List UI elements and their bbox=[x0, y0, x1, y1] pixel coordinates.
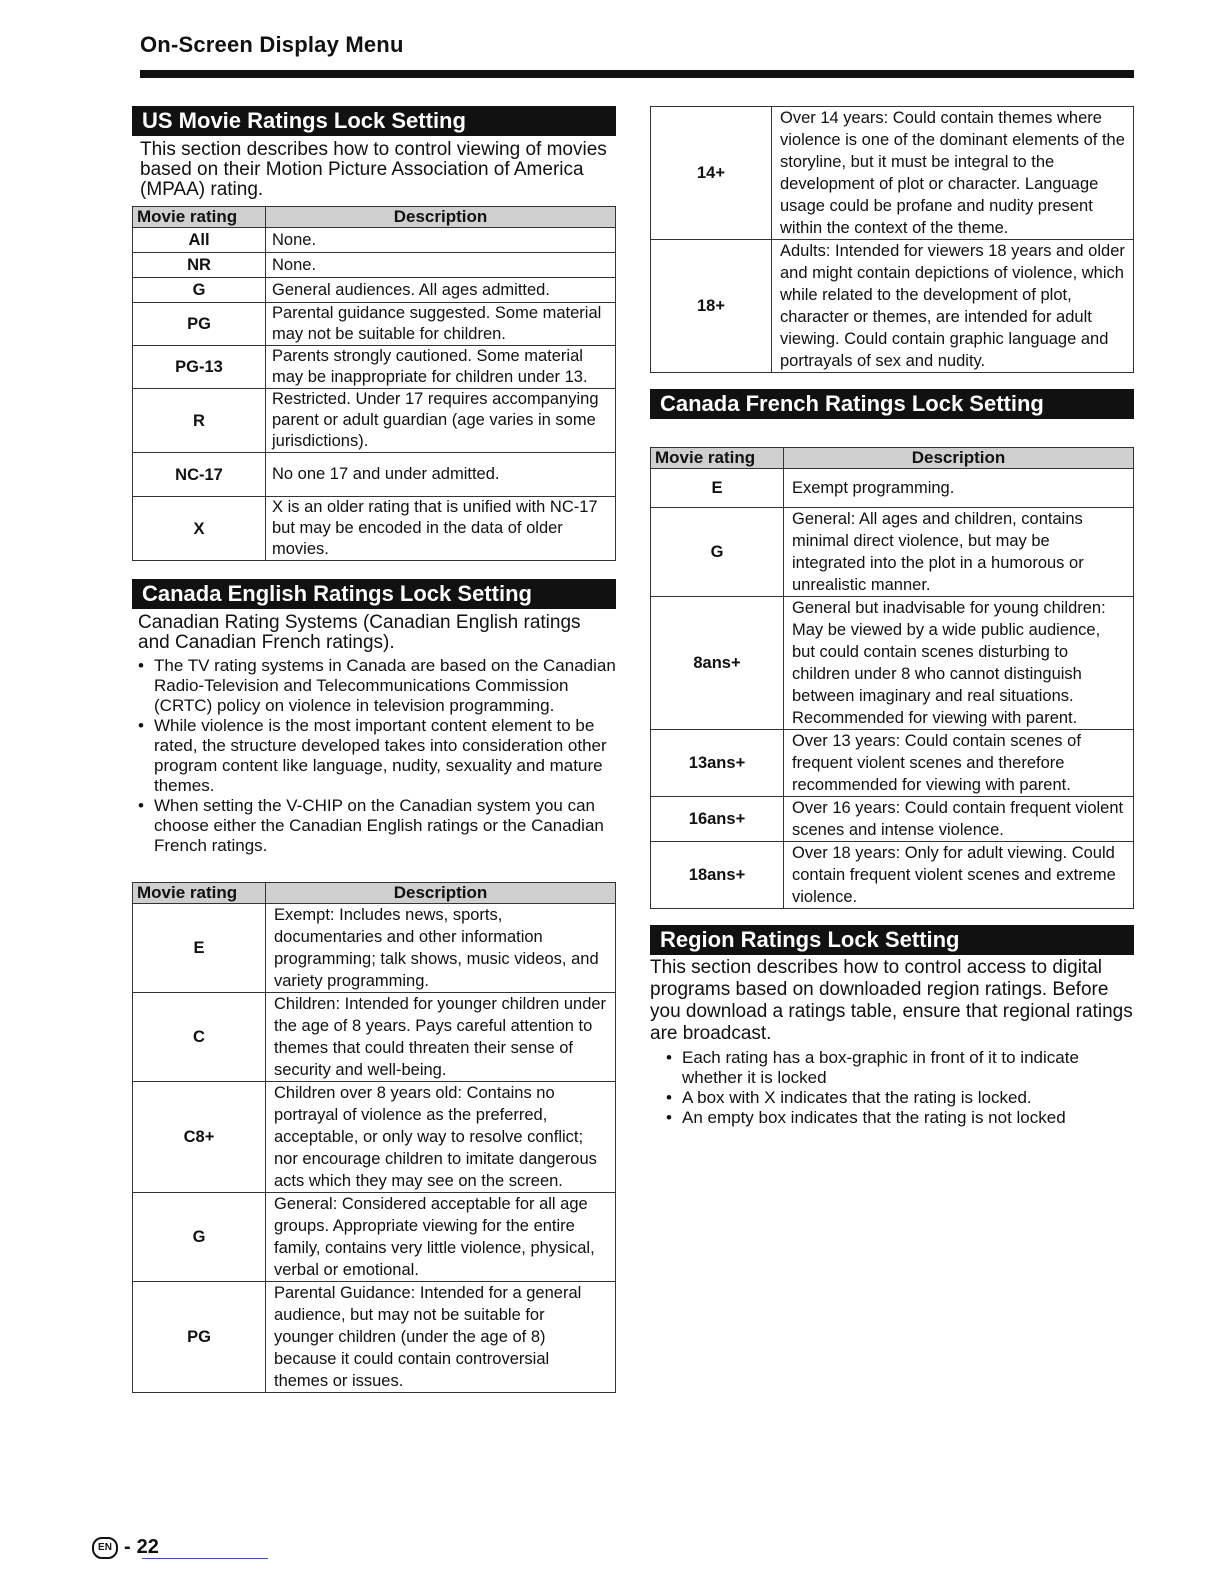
table-header-row bbox=[133, 883, 616, 904]
description-cell: Adults: Intended for viewers 18 years and older and might contain depictions of violence, which while related to the development of plot, character or themes, are intended for adult viewing. Could contain graphic language and portrayals of sex and nudity. bbox=[772, 240, 1134, 373]
table-row bbox=[133, 253, 616, 278]
description-cell: Parental Guidance: Intended for a general audience, but may not be suitable for younger children (under the age of 8) because it could contain controversial themes or issues. bbox=[266, 1282, 616, 1393]
column-header-rating: Movie rating bbox=[651, 448, 784, 469]
description-cell: Over 14 years: Could contain themes where violence is one of the dominant elements of the storyline, but it must be integral to the development of plot or character. Language usage could be profane and nudity present within the context of the theme. bbox=[772, 107, 1134, 240]
right-column bbox=[650, 106, 1134, 1128]
description-cell: General but inadvisable for young children: May be viewed by a wide public audience, but could contain scenes disturbing to children under 8 who cannot distinguish between imaginary and real situations. Recommended for viewing with parent. bbox=[784, 597, 1134, 730]
page-footer bbox=[92, 1536, 159, 1559]
table-row bbox=[651, 469, 1134, 508]
footer-separator: - bbox=[124, 1536, 131, 1558]
description-cell: Over 16 years: Could contain frequent violent scenes and intense violence. bbox=[784, 797, 1134, 842]
table-row bbox=[651, 730, 1134, 797]
table-row bbox=[133, 228, 616, 253]
description-cell: None. bbox=[266, 228, 616, 253]
canada-english-intro: Canadian Rating Systems (Canadian English ratings and Canadian French ratings). bbox=[138, 612, 581, 653]
us-section-intro: This section describes how to control viewing of movies based on their Motion Picture Association of America (MPAA) rating. bbox=[140, 139, 607, 200]
table-row bbox=[133, 1082, 616, 1193]
rating-cell: E bbox=[133, 904, 266, 993]
canada-english-section-heading: Canada English Ratings Lock Setting bbox=[132, 579, 616, 609]
description-cell: Over 13 years: Could contain scenes of frequent violent scenes and therefore recommended for viewing with parent. bbox=[784, 730, 1134, 797]
table-header-row bbox=[651, 448, 1134, 469]
canada-french-section-heading: Canada French Ratings Lock Setting bbox=[650, 389, 1134, 419]
table-header-row bbox=[133, 207, 616, 228]
rating-cell: C8+ bbox=[133, 1082, 266, 1193]
region-section-heading: Region Ratings Lock Setting bbox=[650, 925, 1134, 955]
column-header-description: Description bbox=[266, 883, 616, 904]
table-row bbox=[651, 240, 1134, 373]
us-section-heading: US Movie Ratings Lock Setting bbox=[132, 106, 616, 136]
description-cell: No one 17 and under admitted. bbox=[266, 453, 616, 497]
title-divider bbox=[140, 70, 1134, 78]
description-cell: General audiences. All ages admitted. bbox=[266, 278, 616, 303]
table-row bbox=[133, 303, 616, 346]
rating-cell: G bbox=[651, 508, 784, 597]
table-row bbox=[133, 1282, 616, 1393]
region-bullets bbox=[650, 1048, 1134, 1128]
list-item: • When setting the V-CHIP on the Canadian system you can choose either the Canadian English ratings or the Canadian French ratings. bbox=[154, 796, 616, 856]
table-row bbox=[133, 389, 616, 453]
list-item: • While violence is the most important content element to be rated, the structure developed takes into consideration other program content like language, nudity, sexuality and mature themes. bbox=[154, 716, 616, 796]
column-header-rating: Movie rating bbox=[133, 207, 266, 228]
table-row bbox=[133, 346, 616, 389]
table-row bbox=[651, 842, 1134, 909]
list-item: • Each rating has a box-graphic in front of it to indicate whether it is locked bbox=[682, 1048, 1134, 1088]
description-cell: Over 18 years: Only for adult viewing. Could contain frequent violent scenes and extreme violence. bbox=[784, 842, 1134, 909]
list-item: • An empty box indicates that the rating is not locked bbox=[682, 1108, 1134, 1128]
description-cell: Parents strongly cautioned. Some material may be inappropriate for children under 13. bbox=[266, 346, 616, 389]
rating-cell: C bbox=[133, 993, 266, 1082]
description-cell: Exempt: Includes news, sports, documentaries and other information programming; talk shows, music videos, and variety programming. bbox=[266, 904, 616, 993]
description-cell: Restricted. Under 17 requires accompanying parent or adult guardian (age varies in some jurisdictions). bbox=[266, 389, 616, 453]
table-row bbox=[651, 597, 1134, 730]
canada-english-ratings-table bbox=[132, 882, 616, 1393]
table-row bbox=[133, 904, 616, 993]
footer-divider bbox=[142, 1558, 268, 1559]
table-row bbox=[651, 107, 1134, 240]
list-item: • The TV rating systems in Canada are based on the Canadian Radio-Television and Telecommunications Commission (CRTC) policy on violence in television programming. bbox=[154, 656, 616, 716]
rating-cell: G bbox=[133, 1193, 266, 1282]
page-title: On-Screen Display Menu bbox=[140, 32, 404, 57]
rating-cell: 18+ bbox=[651, 240, 772, 373]
description-cell: None. bbox=[266, 253, 616, 278]
rating-cell: PG bbox=[133, 303, 266, 346]
canada-french-ratings-table bbox=[650, 447, 1134, 909]
rating-cell: X bbox=[133, 497, 266, 561]
rating-cell: R bbox=[133, 389, 266, 453]
rating-cell: PG bbox=[133, 1282, 266, 1393]
table-row bbox=[133, 993, 616, 1082]
description-cell: Exempt programming. bbox=[784, 469, 1134, 508]
description-cell: Children: Intended for younger children under the age of 8 years. Pays careful attention to themes that could threaten their sense of security and well-being. bbox=[266, 993, 616, 1082]
rating-cell: PG-13 bbox=[133, 346, 266, 389]
table-row bbox=[133, 278, 616, 303]
canada-english-ratings-table-continued bbox=[650, 106, 1134, 373]
rating-cell: NC-17 bbox=[133, 453, 266, 497]
description-cell: General: Considered acceptable for all age groups. Appropriate viewing for the entire family, contains very little violence, physical, verbal or emotional. bbox=[266, 1193, 616, 1282]
description-cell: X is an older rating that is unified with NC-17 but may be encoded in the data of older movies. bbox=[266, 497, 616, 561]
table-row bbox=[133, 497, 616, 561]
region-section-intro: This section describes how to control access to digital programs based on downloaded region ratings. Before you download a ratings table, ensure that regional ratings are broadcast. bbox=[650, 957, 1133, 1044]
rating-cell: 18ans+ bbox=[651, 842, 784, 909]
description-cell: Children over 8 years old: Contains no portrayal of violence as the preferred, acceptable, or only way to resolve conflict; nor encourage children to imitate dangerous acts which they may see on the screen. bbox=[266, 1082, 616, 1193]
column-header-rating: Movie rating bbox=[133, 883, 266, 904]
us-ratings-table bbox=[132, 206, 616, 561]
column-header-description: Description bbox=[784, 448, 1134, 469]
rating-cell: 14+ bbox=[651, 107, 772, 240]
description-cell: Parental guidance suggested. Some material may not be suitable for children. bbox=[266, 303, 616, 346]
table-row bbox=[133, 1193, 616, 1282]
table-row bbox=[651, 508, 1134, 597]
rating-cell: 8ans+ bbox=[651, 597, 784, 730]
rating-cell: 16ans+ bbox=[651, 797, 784, 842]
page-number: 22 bbox=[136, 1536, 159, 1558]
rating-cell: All bbox=[133, 228, 266, 253]
description-cell: General: All ages and children, contains minimal direct violence, but may be integrated into the plot in a humorous or unrealistic manner. bbox=[784, 508, 1134, 597]
canada-english-bullets bbox=[132, 656, 616, 856]
rating-cell: E bbox=[651, 469, 784, 508]
table-row bbox=[133, 453, 616, 497]
rating-cell: G bbox=[133, 278, 266, 303]
language-badge-icon: EN bbox=[92, 1537, 118, 1559]
left-column bbox=[132, 106, 616, 1393]
rating-cell: NR bbox=[133, 253, 266, 278]
list-item: • A box with X indicates that the rating is locked. bbox=[682, 1088, 1134, 1108]
rating-cell: 13ans+ bbox=[651, 730, 784, 797]
table-row bbox=[651, 797, 1134, 842]
column-header-description: Description bbox=[266, 207, 616, 228]
